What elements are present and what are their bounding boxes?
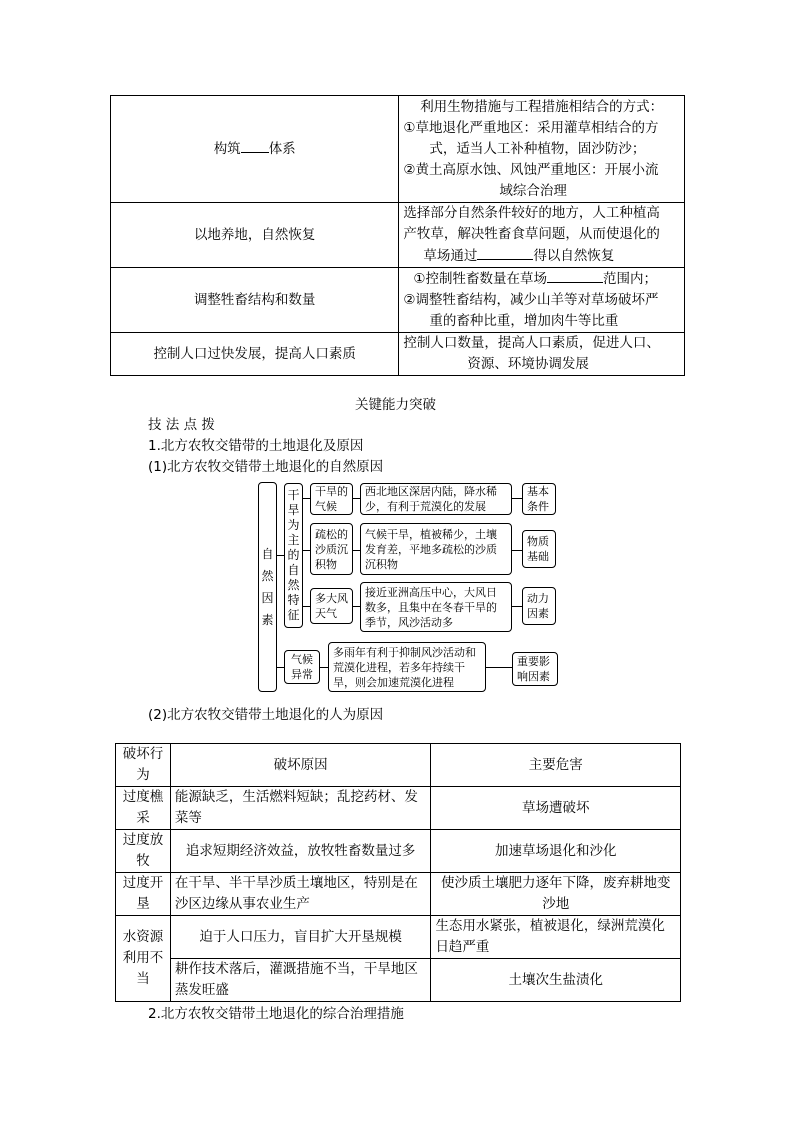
subtitle: 技 法 点 拨: [148, 417, 215, 433]
table-row: [111, 96, 685, 203]
table-row: [116, 873, 681, 916]
table-cell: 选择部分自然条件较好的地方，人工种植高 产牧草，解决牲畜食草问题，从而使退化的 草场通过 得以自然恢复: [399, 203, 685, 268]
table-cell: 以地养地，自然恢复: [111, 203, 399, 268]
fill-blank[interactable]: [241, 138, 269, 153]
factor-box: 多大风天气: [310, 588, 353, 624]
table-cell: 生态用水紧张，植被退化，绿洲荒漠化日趋严重: [431, 916, 681, 959]
heading-1: 1.北方农牧交错带的土地退化及原因: [148, 438, 364, 454]
table-cell: 土壤次生盐渍化: [431, 959, 681, 1002]
table-cell: 迫于人口压力，盲目扩大开垦规模: [170, 916, 431, 959]
role-box: 动力因素: [522, 587, 556, 625]
table-row: [111, 203, 685, 268]
desc-box: 多雨年有利于抑制风沙活动和荒漠化进程，若多年持续干旱，则会加速荒漠化进程: [328, 642, 486, 692]
header-cell: 破坏行为: [116, 744, 171, 787]
factor-box: 干旱的气候: [310, 483, 353, 515]
role-box: 基本条件: [522, 483, 556, 515]
section-title: 关键能力突破: [355, 397, 436, 413]
table-cell: 构筑 体系: [111, 96, 399, 203]
table-cell: 使沙质土壤肥力逐年下降，废弃耕地变沙地: [431, 873, 681, 916]
table-cell: 控制人口过快发展，提高人口素质: [111, 333, 399, 376]
table-row: [111, 268, 685, 333]
desc-box: 接近亚洲高压中心，大风日数多，且集中在冬春干旱的季节，风沙活动多: [360, 582, 512, 632]
factor-box: 气候异常: [284, 650, 320, 684]
heading-1-1: (1)北方农牧交错带土地退化的自然原因: [148, 459, 384, 475]
table-cell: 调整牲畜结构和数量: [111, 268, 399, 333]
table-cell: ①控制牲畜数量在草场 范围内； ②调整牲畜结构，减少山羊等对草场破坏严 重的畜种比重，增加肉牛等比重: [399, 268, 685, 333]
header-cell: 破坏原因: [170, 744, 431, 787]
table-cell: 过度樵采: [116, 787, 171, 830]
desc-box: 气候干旱，植被稀少，土壤发育差，平地多疏松的沙质沉积物: [360, 523, 512, 575]
role-box: 重要影响因素: [512, 652, 558, 686]
table-row: [116, 787, 681, 830]
header-cell: 主要危害: [431, 744, 681, 787]
factor-box: 疏松的沙质沉积物: [310, 523, 353, 575]
heading-1-2: (2)北方农牧交错带土地退化的人为原因: [148, 707, 384, 723]
fill-blank[interactable]: [477, 245, 533, 260]
table-cell: 水资源利用不当: [116, 916, 171, 1002]
table-cell: 能源缺乏，生活燃料短缺；乱挖药材、发菜等: [170, 787, 431, 830]
table-cell: 过度开垦: [116, 873, 171, 916]
table-cell: 过度放牧: [116, 830, 171, 873]
table-row: [116, 959, 681, 1002]
table-cell: 追求短期经济效益，放牧牲畜数量过多: [170, 830, 431, 873]
table-row: [111, 333, 685, 376]
branch-arid-box: 干 旱 为 主 的 自 然 特 征: [284, 483, 303, 628]
table-cell: 利用生物措施与工程措施相结合的方式： ①草地退化严重地区：采用灌草相结合的方 式，适当人工补种植物，固沙防沙； ②黄土高原水蚀、风蚀严重地区：开展小流 域综合治理: [399, 96, 685, 203]
table-cell: 草场遭破坏: [431, 787, 681, 830]
fill-blank[interactable]: [547, 268, 603, 283]
table-cell: 控制人口数量，提高人口素质，促进人口、 资源、环境协调发展: [399, 333, 685, 376]
desc-box: 西北地区深居内陆，降水稀少，有利于荒漠化的发展: [360, 483, 512, 515]
table-row: [116, 744, 681, 787]
root-box: 自 然 因 素: [258, 482, 277, 692]
measures-table: [110, 95, 685, 376]
table-cell: 在干旱、半干旱沙质土壤地区，特别是在沙区边缘从事农业生产: [170, 873, 431, 916]
role-box: 物质基础: [522, 530, 556, 568]
table-row: [116, 916, 681, 959]
human-causes-table: [115, 743, 681, 1002]
table-cell: 加速草场退化和沙化: [431, 830, 681, 873]
table-row: [116, 830, 681, 873]
table-cell: 耕作技术落后，灌溉措施不当，干旱地区蒸发旺盛: [170, 959, 431, 1002]
heading-2: 2.北方农牧交错带土地退化的综合治理措施: [148, 1006, 404, 1022]
